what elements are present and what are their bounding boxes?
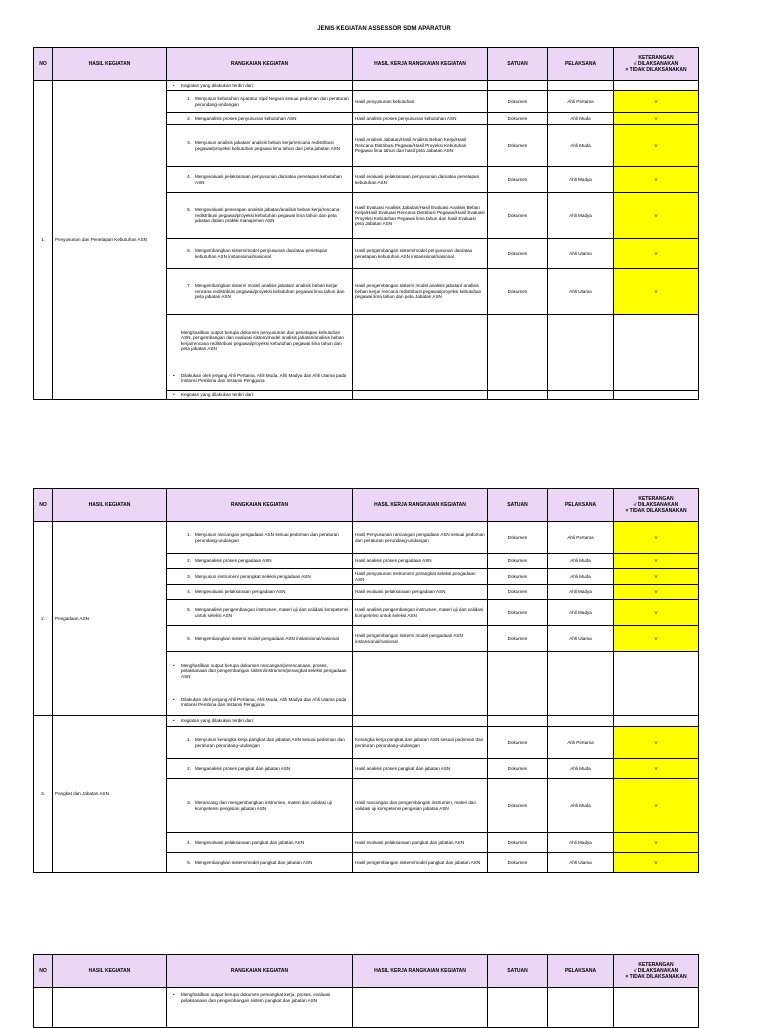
table-row: 5. Mengevaluasi penerapan analisis jabatan/analisis beban kerja/rencana redistribusi pegawai/proyeksi kebutuhan pegawai lima tahun dan peta jabatan dalam praktik manajemen ASN Hasil Evaluasi Analisis Jabatan/Hasil Evaluasi Analisis Beban Kerja/Hasil Evaluasi Rencana Distribusi Pegawai/Hasil Evaluasi Proyeksi Kebutuhan Pegawai lima tahun dan hasil Evaluasi peta Jabatan ASN Dokumen Ahli Madya V xyxy=(34,193,699,239)
header-no: NO xyxy=(34,955,53,988)
table-block-2 xyxy=(33,488,699,873)
table-row: 7. Mengembangkan sistem/ model analisis jabatan/ analisis beban kerja/ rencana redistribusi pegawai/proyeksi kebutuhan pegawai lima tahun dan peta jabatan ASN Hasil pengembangan sistem/ model analisis jabatan/ analisis beban kerja/ rencana redistribusi pegawai/proyeksi kebutuhan pegawai lima tahun dan peta Jabatan ASN Dokumen Ahli Utama V xyxy=(34,269,699,315)
row-number: 2. xyxy=(34,522,53,716)
header-row xyxy=(34,955,699,988)
header-hasil-kerja: HASIL KERJA RANGKAIAN KEGIATAN xyxy=(353,48,488,81)
page-title: JENIS KEGIATAN ASSESSOR SDM APARATUR xyxy=(317,26,451,32)
table-row: 5. Mengembangkan sistem/model pangkat dan jabatan ASN Hasil pengembangan sistem/model pangkat dan jabatan ASN Dokumen Ahli Utama V xyxy=(34,853,699,873)
table-row: 6. Mengembangkan sistem/model penyusunan dan/atau penetapan kebutuhan ASN instansional/nasional Hasil pengembangan sistem/model penyusunan dan/atau penetapan kebutuhan ASN instansional/nasional Dokumen Ahli Utama V xyxy=(34,239,699,269)
header-satuan: SATUAN xyxy=(488,48,548,81)
header-hasil-kegiatan: HASIL KEGIATAN xyxy=(53,489,167,522)
header-hasil-kegiatan: HASIL KEGIATAN xyxy=(53,955,167,988)
row-number: 3. xyxy=(34,716,53,873)
header-keterangan: KETERANGAN √ DILAKSANAKAN × TIDAK DILAKSANAKAN xyxy=(614,489,699,522)
header-row xyxy=(34,489,699,522)
header-hasil-kerja: HASIL KERJA RANGKAIAN KEGIATAN xyxy=(353,489,488,522)
table-row: 4. Mengevaluasi pelaksanaan pangkat dan jabatan ASN Hasil evaluasi pelaksanaan pangkat dan jabatan ASN Dokumen Ahli Madya V xyxy=(34,833,699,853)
header-keterangan: KETERANGAN √ DILAKSANAKAN × TIDAK DILAKSANAKAN xyxy=(614,955,699,988)
table-row: 2. Menganalisis proses penyusunan kebutuhan ASN Hasil analisis proses penyusunan kebutuhan ASN Dokumen Ahli Muda V xyxy=(34,113,699,125)
header-rangkaian-kegiatan: RANGKAIAN KEGIATAN xyxy=(167,955,353,988)
row-number: 1. xyxy=(34,81,53,400)
table-row: 3. Menyusun analisis jabatan/ analisis beban kerja/rencana redistribusi pegawai/proyeksi kebutuhan pegawai lima tahun dan peta jabatan ASN Hasil Analisis Jabatan/Hasil Analisis Beban Kerja/Hasil Rencana Distribusi Pegawai/Hasil Proyeksi Kebutuhan Pegawai lima tahun dan hasil peta Jabatan ASN Dokumen Ahli Muda V xyxy=(34,125,699,167)
header-satuan: SATUAN xyxy=(488,955,548,988)
header-satuan: SATUAN xyxy=(488,489,548,522)
header-no: NO xyxy=(34,48,53,81)
table-block-3 xyxy=(33,954,699,1028)
table-block-1 xyxy=(33,47,699,400)
output-text: Menghasilkan output berupa dokumen penyusunan dan penetapan kebutuhan ASN, pengembangan dan evaluasi sistem/model analisis jabatan/analisis beban kerja/rencana redistribusi pegawai/proyeksi kebutuhan pegawai lima tahun dan peta jabatan ASN xyxy=(167,315,353,367)
table-row: 3. Merancang dan mengembangkan instrumen, materi dan validasi uji kompetensi pengisian jabatan ASN Hasil rancangan dan pengembangan instrumen, materi dan validasi uji kompetensi pengisian jabatan ASN Dokumen Ahli Muda V xyxy=(34,779,699,833)
table-row: 1. Menyusun kerangka kerja pangkat dan jabatan ASN sesuai pedoman dan peraturan perundang-undangan Kerangka kerja pangkat dan jabatan ASN sesuai pedoman dan peraturan perundang-undangan Dokumen Ahli Pertama V xyxy=(34,727,699,759)
table-row: 6. Mengembangkan sistem/ model pengadaan ASN instansional/nasional Hasil pengembangan sistem/ model pengadaan ASN instansional/nasional Dokumen Ahli Utama V xyxy=(34,626,699,652)
header-hasil-kegiatan: HASIL KEGIATAN xyxy=(53,48,167,81)
hasil-kegiatan: Pangkat dan Jabatan ASN xyxy=(53,716,167,873)
output-text: • Menghasilkan output berupa dokumen pemangkat kerja, proses, evaluasi pelaksanaan dan pengembangan sistem pangkat dan jabatan ASN xyxy=(167,988,353,1028)
table-row: 1. Menyusun kebutuhan Aparatur Sipil Negara sesuai pedoman dan peraturan perundang-undangan Hasil penyusunan kebutuhan Dokumen Ahli Pertama V xyxy=(34,91,699,113)
output-text: • Menghasilkan output berupa dokumen rancangan/perencanaan, proses, pelaksanaan dan pengembangan sistem/instrumen/perangkat seleksi pengadaan ASN xyxy=(167,652,353,690)
table-row: 4. Mengevaluasi pelaksanaan pengadaan ASN Hasil evaluasi pelaksanaan pengadaan ASN Dokumen Ahli Madya V xyxy=(34,585,699,600)
header-rangkaian-kegiatan: RANGKAIAN KEGIATAN xyxy=(167,48,353,81)
table-row: 2. Pengadaan ASN 1. Menyusun rancangan pengadaan ASN sesuai pedoman dan peraturan perundang-undangan Hasil Penyusunan rancangan pengadaan ASN sesuai pedoman dan peraturan perundang-undangan Dokumen Ahli Pertama V xyxy=(34,522,699,554)
table-row: 2. Menganalisis proses pangkat dan jabatan ASN Hasil analisis proses pangkat dan jabatan ASN Dokumen Ahli Muda V xyxy=(34,759,699,779)
table-row: 4. Mengevaluasi pelaksanaan penyusunan dan/atau penetapan kebutuhan ASN Hasil evaluasi pelaksanaan penyusunan dan/atau penetapan kebutuhan ASN Dokumen Ahli Madya V xyxy=(34,167,699,193)
header-row xyxy=(34,48,699,81)
header-pelaksana: PELAKSANA xyxy=(548,489,614,522)
header-pelaksana: PELAKSANA xyxy=(548,48,614,81)
intro-text: • Kegiatan yang dilakukan terdiri dari: xyxy=(167,391,353,400)
table-row: 2. Menganalisis proses pengadaan ASN Hasil analisis proses pengadaan ASN Dokumen Ahli Muda V xyxy=(34,554,699,569)
header-hasil-kerja: HASIL KERJA RANGKAIAN KEGIATAN xyxy=(353,955,488,988)
table-row: 5. Menganalisis pengembangan instrumen, materi uji dan validasi kompetensi untuk seleksi ASN Hasil analisis pengembangan instrumen, materi uji dan validasi kompetensi untuk seleksi ASN Dokumen Ahli Madya V xyxy=(34,600,699,626)
pelaksana-text: • Dilakukan oleh jenjang Ahli Pertama, Ahli Muda, Ahli Madya dan Ahli Utama pada Instansi Pembina dan Instansi Pengguna xyxy=(167,367,353,391)
header-rangkaian-kegiatan: RANGKAIAN KEGIATAN xyxy=(167,489,353,522)
hasil-kegiatan: Penyusunan dan Penetapan Kebutuhan ASN xyxy=(53,81,167,400)
pelaksana-text: • Dilakukan oleh jenjang Ahli Pertama, Ahli Muda, Ahli Madya dan Ahli Utama pada Instansi Pembina dan Instansi Pengguna xyxy=(167,690,353,716)
header-keterangan: KETERANGAN √ DILAKSANAKAN × TIDAK DILAKSANAKAN xyxy=(614,48,699,81)
table-row: 3. Menyusun instrumen/ perangkat seleksi pengadaan ASN Hasil penyusunan instrumen/ perangkat seleksi pengadaan ASN Dokumen Ahli Muda V xyxy=(34,569,699,585)
header-pelaksana: PELAKSANA xyxy=(548,955,614,988)
header-no: NO xyxy=(34,489,53,522)
intro-text: • Kegiatan yang dilakukan terdiri dari: xyxy=(167,716,353,727)
hasil-kegiatan: Pengadaan ASN xyxy=(53,522,167,716)
intro-text: • Kegiatan yang dilakukan terdiri dari: xyxy=(167,81,353,91)
